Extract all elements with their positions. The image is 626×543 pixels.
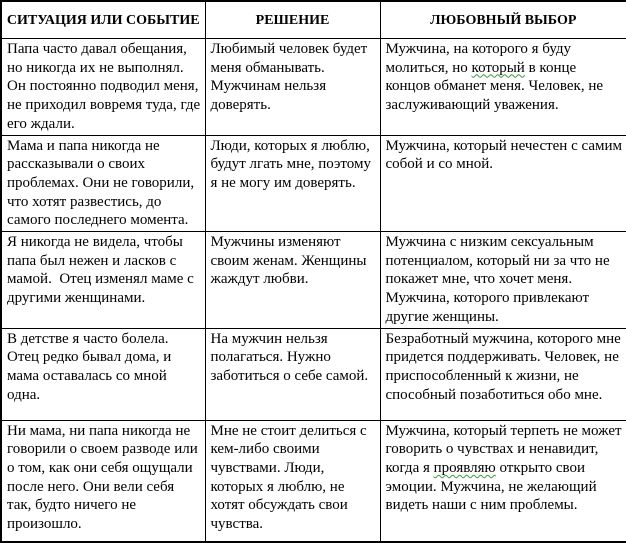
- table-header-row: [1, 1, 626, 39]
- table-cell: [205, 39, 380, 136]
- table-cell: [380, 232, 626, 329]
- cell-text: Люди, которых я люблю, будут лгать мне, поэтому я не могу им доверять.: [210, 137, 375, 191]
- cell-text: Безработный мужчина, которого мне придется поддерживать. Человек, не приспособленный к жизни, не способный позаботиться обо мне.: [385, 330, 625, 403]
- column-header-love-choice: ЛЮБОВНЫЙ ВЫБОР: [380, 1, 626, 39]
- spellcheck-marked-word: проявляю: [433, 459, 496, 476]
- table-cell: [1, 328, 205, 420]
- table-cell: [380, 135, 626, 232]
- table-cell: [380, 328, 626, 420]
- cell-text: На мужчин нельзя полагаться. Нужно заботиться о себе самой.: [210, 330, 369, 384]
- cell-text: Я никогда не видела, чтобы папа был нежен и ласков с мамой. Отец изменял маме с другими женщинами.: [7, 234, 198, 307]
- cell-text: в конце концов обманет меня. Человек, не заслуживающий уважения.: [385, 59, 607, 114]
- table-cell: [205, 135, 380, 232]
- table-cell: [205, 420, 380, 542]
- cell-text: Любимый человек будет меня обманывать. Мужчинам нельзя доверять.: [210, 41, 371, 114]
- table-cell: [1, 135, 205, 232]
- column-header-decision: РЕШЕНИЕ: [205, 1, 380, 39]
- table-cell: [205, 328, 380, 420]
- table-cell: [380, 420, 626, 542]
- table-cell: [1, 39, 205, 136]
- table-row: [1, 39, 626, 136]
- table-row: [1, 420, 626, 542]
- cell-text: Мужчина, который терпеть не может говорить о чувствах и ненавидит, когда я: [385, 422, 626, 476]
- table-cell: [1, 420, 205, 542]
- table-cell: [1, 232, 205, 329]
- cell-text: Мне не стоит делиться с кем-либо своими чувствами. Люди, которых я люблю, не хотят обсуждать свои чувства.: [210, 422, 371, 533]
- cell-text: Мама и папа никогда не рассказывали о своих проблемах. Они не говорили, что хотят развестись, до самого последнего момента.: [7, 137, 198, 229]
- cell-text: Папа часто давал обещания, но никогда их не выполнял. Он постоянно подводил меня, не приходил вовремя туда, где его ждали.: [7, 41, 204, 132]
- spellcheck-marked-word: который: [471, 59, 525, 76]
- table-cell: [380, 39, 626, 136]
- cell-text: В детстве я часто болела. Отец редко бывал дома, и мама оставалась со мной одна.: [7, 330, 175, 403]
- table-cell: [205, 232, 380, 329]
- column-header-situation: СИТУАЦИЯ ИЛИ СОБЫТИЕ: [1, 1, 205, 39]
- cell-text: Мужчины изменяют своим женам. Женщины жаждут любви.: [210, 234, 371, 288]
- cell-text: Мужчина, на которого я буду молиться, но: [385, 41, 575, 76]
- cell-text: открыто свои эмоции. Мужчина, не желающий видеть наши с ним проблемы.: [385, 459, 601, 514]
- cell-text: Мужчина, который нечестен с самим собой и со мной.: [385, 137, 626, 173]
- table-body: [1, 39, 626, 543]
- table-row: [1, 328, 626, 420]
- table-row: [1, 232, 626, 329]
- cell-text: Мужчина с низким сексуальным потенциалом, который ни за что не покажет мне, что хочет меня. Мужчина, которого привлекают другие женщины.: [385, 234, 614, 325]
- table-row: [1, 135, 626, 232]
- cell-text: Ни мама, ни папа никогда не говорили о своем разводе или о том, как они себя ощущали после него. Они вели себя так, будто ничего не произошло.: [7, 422, 202, 533]
